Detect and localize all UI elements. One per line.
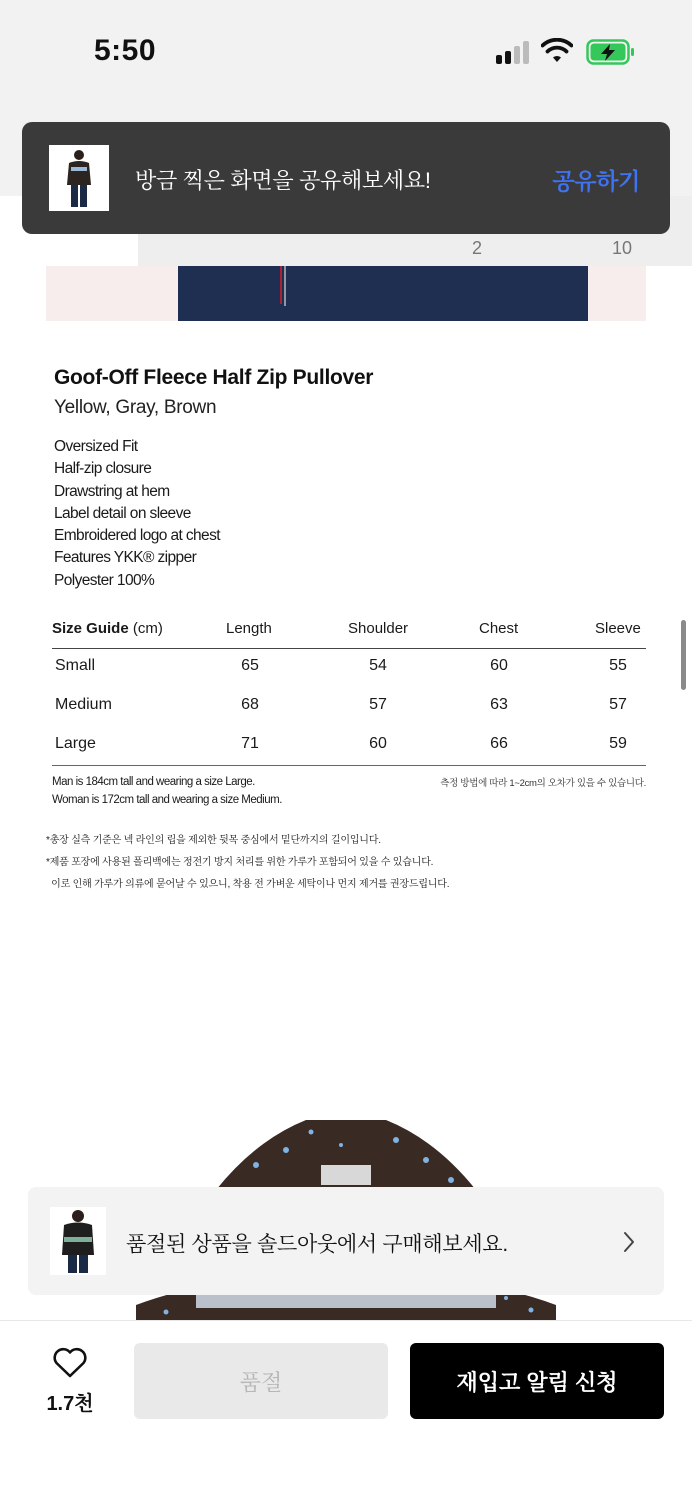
feature-item: Features YKK® zipper [54,549,197,567]
feature-item: Oversized Fit [54,438,138,455]
care-note-line: 이로 인해 가루가 의류에 묻어날 수 있으니, 착용 전 가벼운 세탁이나 먼지 제거를 권장드립니다. [46,879,450,890]
table-cell: 54 [369,657,387,674]
table-cell: 63 [490,696,508,713]
heart-outline-icon[interactable] [52,1347,88,1379]
share-button[interactable]: 공유하기 [552,168,640,194]
care-notes [46,830,449,896]
toast-message: 방금 찍은 화면을 공유해보세요! [135,168,431,193]
person-figure [50,1207,106,1275]
size-label: Medium [55,696,112,713]
table-cell: 60 [369,735,387,752]
battery-charging-icon [586,39,636,65]
column-header: Sleeve [595,620,641,637]
bottom-action-bar [0,1320,692,1500]
product-colors: Yellow, Gray, Brown [54,397,217,418]
table-cell: 55 [609,657,627,674]
soldout-message: 품절된 상품을 솔드아웃에서 구매해보세요. [126,1233,508,1256]
scroll-indicator[interactable] [681,620,686,690]
size-label: Large [55,735,96,752]
column-header: Chest [479,620,519,637]
garment-shape [178,266,588,321]
tab-count: 10 [612,238,633,258]
product-image [46,266,646,321]
table-cell: 71 [241,735,259,752]
soldout-button[interactable]: 품절 [134,1343,388,1419]
chevron-right-icon [622,1231,636,1253]
size-guide-table [52,612,646,766]
table-cell: 57 [609,696,627,713]
restock-alert-button[interactable]: 재입고 알림 신청 [410,1343,664,1419]
table-cell: 57 [369,696,387,713]
care-note-line: *제품 포장에 사용된 폴리백에는 정전기 방지 처리를 위한 가루가 포함되어 있을 수 있습니다. [46,857,434,868]
signal-icon [496,40,532,64]
product-thumbnail [50,1207,106,1275]
size-guide-title-text: Size Guide [52,620,129,637]
model-note-line: Woman is 172cm tall and wearing a size Medium. [52,794,282,806]
table-cell: 68 [241,696,259,713]
model-note [52,773,282,809]
soldout-banner[interactable] [28,1187,664,1295]
feature-item: Polyester 100% [54,571,155,589]
size-guide-title [52,620,163,637]
seam-line [284,266,286,306]
feature-item: Half-zip closure [54,460,152,478]
model-note-line: Man is 184cm tall and wearing a size Large. [52,776,255,788]
care-note-line: *총장 실측 기준은 넥 라인의 립을 제외한 뒷목 중심에서 밑단까지의 길이입니다. [46,835,381,846]
feature-item: Embroidered logo at chest [54,527,220,545]
table-row [52,649,646,688]
feature-item: Label detail on sleeve [54,504,191,522]
wifi-icon [541,38,573,64]
table-row [52,688,646,727]
product-name: Goof-Off Fleece Half Zip Pullover [54,366,374,389]
table-cell: 66 [490,735,508,752]
feature-item: Drawstring at hem [54,482,170,500]
tab-count: 2 [472,238,483,258]
size-label: Small [55,657,96,674]
table-cell: 65 [241,657,259,674]
status-time: 5:50 [94,34,157,67]
person-figure [49,145,109,211]
table-cell: 60 [490,657,508,674]
screenshot-thumbnail[interactable] [49,145,109,211]
column-header: Length [226,620,272,637]
like-count: 1.7천 [46,1393,94,1415]
share-toast [22,122,670,234]
measure-note: 측정 방법에 따라 1~2cm의 오차가 있을 수 있습니다. [440,778,646,789]
table-divider [52,765,646,766]
size-guide-unit: (cm) [132,620,163,637]
table-cell: 59 [609,735,627,752]
table-row [52,727,646,766]
table-header [52,612,646,649]
seam-line [280,266,282,304]
column-header: Shoulder [348,620,409,637]
feature-list [54,436,220,592]
